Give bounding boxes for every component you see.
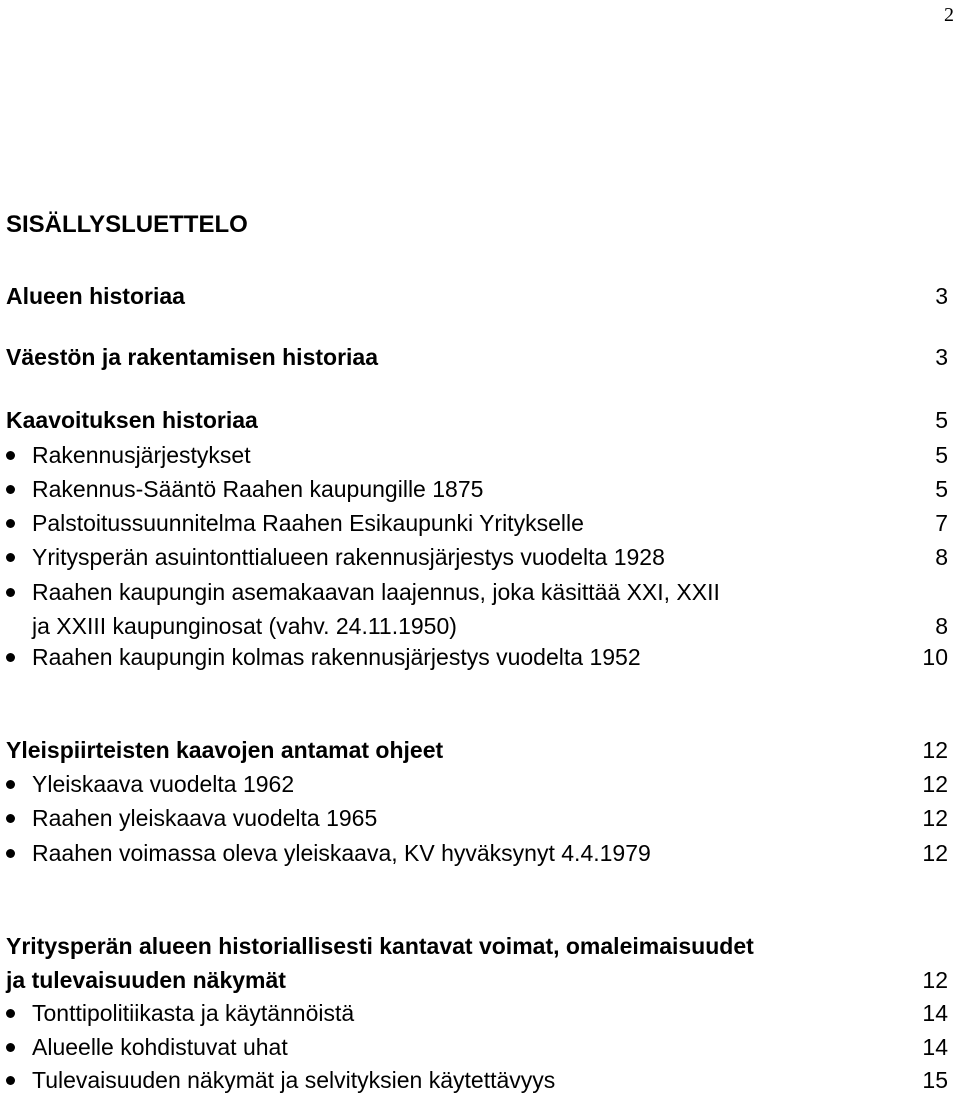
toc-title: SISÄLLYSLUETTELO [6, 211, 248, 238]
toc-page-number: 12 [922, 737, 948, 763]
toc-item-text: Raahen kaupungin asemakaavan laajennus, joka käsittää XXI, XXII [32, 579, 720, 605]
toc-page-number: 5 [935, 442, 948, 468]
toc-item[interactable] [0, 575, 954, 643]
toc-item-text: Alueelle kohdistuvat uhat [32, 1034, 288, 1060]
toc-heading[interactable] [6, 340, 954, 374]
toc-heading-text: Kaavoituksen historiaa [6, 407, 258, 433]
bullet-icon [6, 1009, 15, 1018]
toc-item[interactable] [0, 801, 954, 835]
toc-item[interactable] [0, 540, 954, 574]
toc-page-number: 5 [935, 476, 948, 502]
toc-item[interactable] [0, 640, 954, 674]
page-number: 2 [944, 4, 954, 26]
toc-item[interactable] [0, 1063, 954, 1097]
bullet-icon [6, 1076, 15, 1085]
toc-item-text: Tulevaisuuden näkymät ja selvityksien käytettävyys [32, 1067, 556, 1093]
bullet-icon [6, 519, 15, 528]
toc-item-text-continued: ja XXIII kaupunginosat (vahv. 24.11.1950) [32, 613, 457, 639]
toc-item-text: Tonttipolitiikasta ja käytännöistä [32, 1000, 355, 1026]
toc-page-number: 5 [935, 407, 948, 433]
toc-item-text: Rakennusjärjestykset [32, 442, 251, 468]
toc-heading[interactable] [6, 403, 954, 437]
toc-page-number: 8 [935, 613, 948, 639]
toc-item[interactable] [0, 472, 954, 506]
toc-heading[interactable] [6, 279, 954, 313]
toc-item-text: Yritysperän asuintonttialueen rakennusjärjestys vuodelta 1928 [32, 544, 665, 570]
toc-page-number: 14 [922, 1034, 948, 1060]
toc-heading-text: Alueen historiaa [6, 283, 185, 309]
bullet-icon [6, 814, 15, 823]
toc-page-number: 8 [935, 544, 948, 570]
toc-page-number: 12 [922, 805, 948, 831]
toc-item[interactable] [0, 767, 954, 801]
toc-heading-text-continued: ja tulevaisuuden näkymät [6, 967, 286, 993]
toc-page-number: 7 [935, 510, 948, 536]
toc-heading[interactable] [6, 733, 954, 767]
toc-page-number: 15 [922, 1067, 948, 1093]
bullet-icon [6, 780, 15, 789]
toc-item-text: Yleiskaava vuodelta 1962 [32, 771, 295, 797]
toc-item[interactable] [0, 836, 954, 870]
toc-page-number: 12 [922, 967, 948, 993]
toc-heading-text: Väestön ja rakentamisen historiaa [6, 344, 378, 370]
toc-page-number: 3 [935, 344, 948, 370]
toc-page-number: 12 [922, 840, 948, 866]
toc-item-text: Raahen voimassa oleva yleiskaava, KV hyväksynyt 4.4.1979 [32, 840, 651, 866]
bullet-icon [6, 653, 15, 662]
bullet-icon [6, 485, 15, 494]
toc-heading-text: Yleispiirteisten kaavojen antamat ohjeet [6, 737, 444, 763]
toc-item[interactable] [0, 996, 954, 1030]
toc-item-text: Raahen kaupungin kolmas rakennusjärjestys vuodelta 1952 [32, 644, 641, 670]
toc-item-text: Rakennus-Sääntö Raahen kaupungille 1875 [32, 476, 484, 502]
toc-item[interactable] [0, 506, 954, 540]
bullet-icon [6, 849, 15, 858]
toc-item[interactable] [0, 438, 954, 472]
toc-page-number: 12 [922, 771, 948, 797]
toc-item[interactable] [0, 1030, 954, 1064]
bullet-icon [6, 553, 15, 562]
toc-item-text: Palstoitussuunnitelma Raahen Esikaupunki Yritykselle [32, 510, 584, 536]
toc-page-number: 10 [922, 644, 948, 670]
toc-page-number: 3 [935, 283, 948, 309]
bullet-icon [6, 451, 15, 460]
toc-page-number: 14 [922, 1000, 948, 1026]
toc-heading[interactable] [6, 929, 954, 997]
bullet-icon [6, 1043, 15, 1052]
bullet-icon [6, 588, 15, 597]
toc-item-text: Raahen yleiskaava vuodelta 1965 [32, 805, 378, 831]
toc-heading-text: Yritysperän alueen historiallisesti kantavat voimat, omaleimaisuudet [6, 933, 754, 959]
